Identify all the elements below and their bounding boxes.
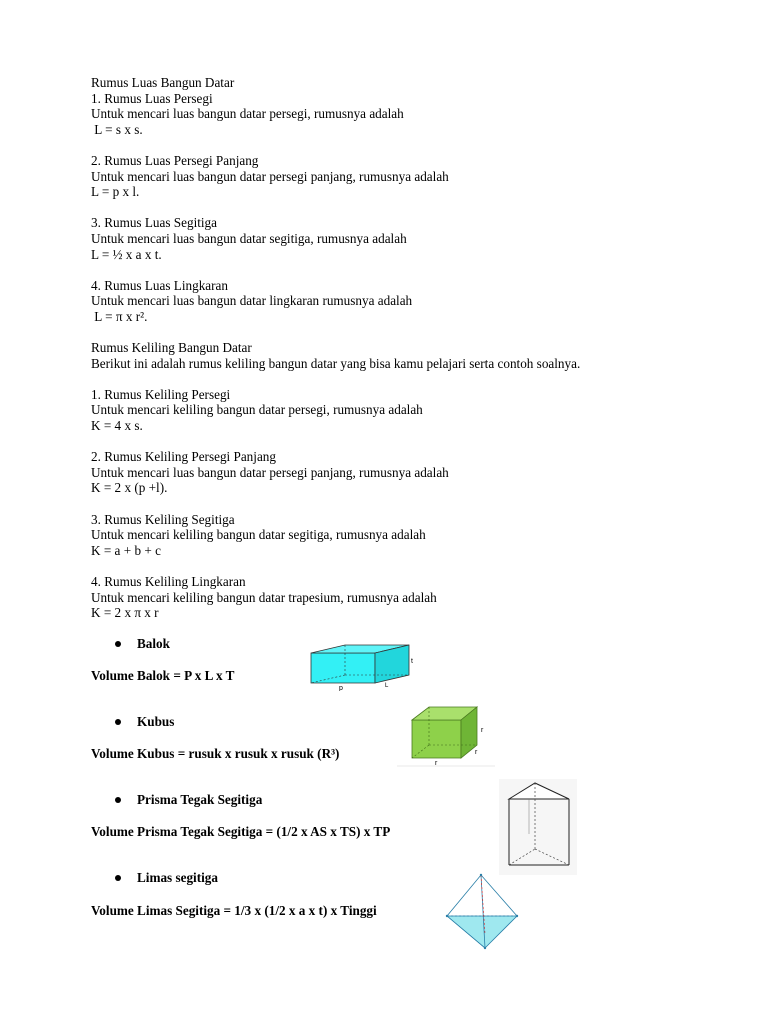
luas-item-desc: Untuk mencari luas bangun datar persegi panjang, rumusnya adalah <box>91 168 449 184</box>
luas-item-title: 2. Rumus Luas Persegi Panjang <box>91 152 259 168</box>
balok-t-label: t <box>411 658 413 665</box>
bullet-dot-icon <box>115 875 121 881</box>
document-body <box>91 75 711 621</box>
bullet-label: Kubus <box>137 714 175 729</box>
luas-item-title: 3. Rumus Luas Segitiga <box>91 215 218 231</box>
luas-item-title: 4. Rumus Luas Lingkaran <box>91 277 228 293</box>
prisma-figure <box>499 779 577 875</box>
keliling-item-title: 1. Rumus Keliling Persegi <box>91 386 231 402</box>
luas-item-formula: L = s x s. <box>91 121 143 137</box>
keliling-item-formula: K = 2 x π x r <box>91 605 159 621</box>
luas-item-desc: Untuk mencari luas bangun datar lingkaran rumusnya adalah <box>91 293 413 309</box>
keliling-heading: Rumus Keliling Bangun Datar <box>91 340 252 356</box>
keliling-item-title: 4. Rumus Keliling Lingkaran <box>91 574 246 589</box>
bullet-kubus <box>91 714 174 730</box>
bullet-label: Balok <box>137 636 170 651</box>
volume-balok-formula: Volume Balok = P x L x T <box>91 668 235 683</box>
kubus-r-label: r <box>435 760 438 767</box>
keliling-item-desc: Untuk mencari luas bangun datar persegi panjang, rumusnya adalah <box>91 464 449 480</box>
bullet-limas <box>91 870 218 886</box>
keliling-item-title: 2. Rumus Keliling Persegi Panjang <box>91 449 276 465</box>
keliling-item-desc: Untuk mencari keliling bangun datar segitiga, rumusnya adalah <box>91 527 426 543</box>
kubus-r-label: r <box>475 749 478 756</box>
volume-prisma-formula: Volume Prisma Tegak Segitiga = (1/2 x AS x TS) x TP <box>91 824 391 839</box>
kubus-r-label: r <box>481 727 484 734</box>
limas-figure <box>443 870 523 952</box>
keliling-item-formula: K = a + b + c <box>91 542 161 558</box>
balok-p-label: p <box>339 685 343 691</box>
luas-item-formula: L = π x r². <box>91 308 148 324</box>
volume-kubus-formula: Volume Kubus = rusuk x rusuk x rusuk (R³) <box>91 746 340 761</box>
keliling-item-formula: K = 4 x s. <box>91 418 143 434</box>
luas-heading: Rumus Luas Bangun Datar <box>91 75 235 90</box>
luas-item-formula: L = ½ x a x t. <box>91 246 162 262</box>
bullet-label: Prisma Tegak Segitiga <box>137 792 263 807</box>
luas-item-title: 1. Rumus Luas Persegi <box>91 90 213 106</box>
luas-item-formula: L = p x l. <box>91 184 140 200</box>
bullet-prisma <box>91 792 262 808</box>
balok-figure <box>305 643 415 691</box>
bullet-dot-icon <box>115 641 121 647</box>
keliling-item-desc: Untuk mencari keliling bangun datar trapesium, rumusnya adalah <box>91 589 437 605</box>
keliling-item-formula: K = 2 x (p +l). <box>91 480 168 496</box>
bullet-dot-icon <box>115 719 121 725</box>
keliling-intro: Berikut ini adalah rumus keliling bangun datar yang bisa kamu pelajari serta contoh soalnya. <box>91 355 581 371</box>
bullet-label: Limas segitiga <box>137 870 218 885</box>
bullet-balok <box>91 636 170 652</box>
volume-limas-formula: Volume Limas Segitiga = 1/3 x (1/2 x a x t) x Tinggi <box>91 903 377 918</box>
kubus-figure <box>397 702 497 768</box>
keliling-item-title: 3. Rumus Keliling Segitiga <box>91 511 235 527</box>
luas-item-desc: Untuk mencari luas bangun datar persegi, rumusnya adalah <box>91 106 404 122</box>
keliling-item-desc: Untuk mencari keliling bangun datar persegi, rumusnya adalah <box>91 402 423 418</box>
balok-l-label: L <box>385 683 389 689</box>
bullet-dot-icon <box>115 797 121 803</box>
luas-item-desc: Untuk mencari luas bangun datar segitiga, rumusnya adalah <box>91 230 407 246</box>
